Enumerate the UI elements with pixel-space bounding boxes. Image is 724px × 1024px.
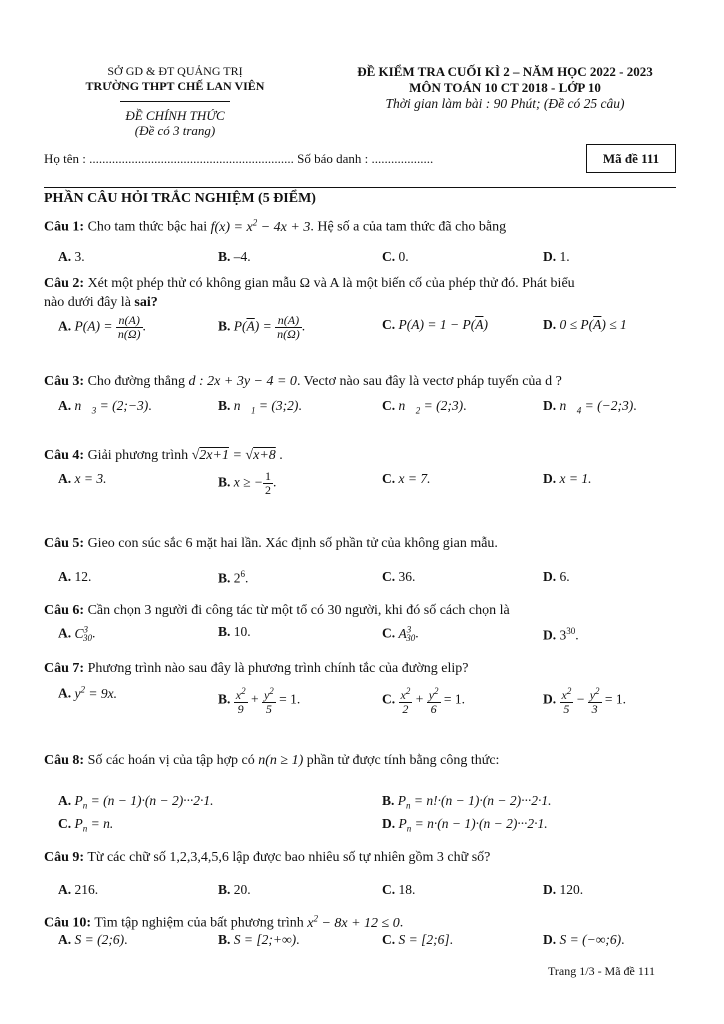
option-a[interactable]: A. $C^3_{30}$. [58,624,96,644]
question-9 [44,848,490,867]
question-label: Câu 8: [44,753,85,768]
option-b[interactable]: B. S = [2;+∞). [218,932,300,947]
option-d[interactable]: D. $n⃗_4$ = (−2;3). [543,398,637,416]
exam-title: ĐỀ KIỂM TRA CUỐI KÌ 2 – NĂM HỌC 2022 - 2023 [357,64,653,79]
question-text: Xét một phép thử có không gian mẫu Ω và A là một biến cố của phép thử đó. Phát biểu [87,276,575,291]
option-d[interactable]: D. 6. [543,569,570,584]
option-d[interactable]: D. 1. [543,249,570,264]
option-d[interactable]: D. $P_n = n\cdot(n - 1)\cdot(n - 2)\cdot\cdot\cdot 2\cdot 1$. [382,816,548,834]
question-text: Gieo con súc sắc 6 mặt hai lần. Xác định số phần tử của không gian mẫu. [87,536,498,551]
question-label: Câu 7: [44,661,85,676]
option-b[interactable]: B. 10. [218,624,251,639]
option-d[interactable]: D. x = 1. [543,471,592,486]
option-b[interactable]: B. $P_n = n!\cdot(n - 1)\cdot(n - 2)\cdot\cdot\cdot 2\cdot 1$. [382,793,552,811]
option-b[interactable]: B. $2^6$. [218,569,249,586]
option-c[interactable]: C. x = 7. [382,471,431,486]
option-c[interactable]: C. $n⃗_2$ = (2;3). [382,398,467,416]
page-count: (Đề có 3 trang) [134,123,216,138]
question-label: Câu 5: [44,536,85,551]
question-text: Cần chọn 3 người đi công tác từ một tổ có 30 người, khi đó số cách chọn là [87,603,510,618]
option-c[interactable]: C. 0. [382,249,409,264]
option-b[interactable]: B. $P(\overline{A})$ = $\frac{n(A)}{n(\Omega)}$ . [218,313,306,341]
question-10: Câu 10: Tìm tập nghiệm của bất phương trình $x^2 - 8x + 12 \le 0$. [44,913,404,931]
option-d[interactable]: D. S = (−∞;6). [543,932,625,947]
school-header [40,64,310,138]
option-d[interactable]: D. $\frac{x^2}{5}$ − $\frac{y^2}{3}$ = 1. [543,686,627,716]
question-label: Câu 9: [44,850,85,865]
option-b[interactable]: B. x ≥ − $\frac{1}{2}$ . [218,469,277,497]
official-label: ĐỀ CHÍNH THỨC [125,108,225,123]
question-label: Câu 3: [44,374,85,389]
question-2 [44,274,575,293]
option-b[interactable]: B. –4. [218,249,251,264]
emphasis-text: sai? [134,295,158,310]
exam-code-box: Mã đề 111 [586,144,676,173]
question-5 [44,534,498,553]
question-text: . Vectơ nào sau đây là vectơ pháp tuyến của d ? [296,374,562,389]
question-3 [44,372,562,391]
student-info-line: Họ tên : ............................................................... Số báo danh : ................... [44,151,434,166]
option-d[interactable]: D. $3^{30}$. [543,626,579,643]
question-text: Số các hoán vị của tập hợp có [87,753,255,768]
option-c[interactable]: C. S = [2;6]. [382,932,453,947]
page-footer: Trang 1/3 - Mã đề 111 [548,964,655,978]
school-name: TRƯỜNG THPT CHẾ LAN VIÊN [85,79,265,93]
question-text: Giải phương trình [87,448,189,463]
option-b[interactable]: B. $\frac{x^2}{9}$ + $\frac{y^2}{5}$ = 1. [218,686,301,716]
exam-time: Thời gian làm bài : 90 Phút; (Đề có 25 câu) [385,96,625,111]
option-b[interactable]: B. $n⃗_1$ = (3;2). [218,398,302,416]
header-rule [44,187,676,188]
question-text: . Hệ số a của tam thức đã cho bằng [310,219,507,235]
option-a[interactable]: A. S = (2;6). [58,932,128,947]
math-expression: √2x+1 = √x+8 [191,448,276,463]
math-expression: $f(x) = x^2 - 4x + 3$ [210,217,311,235]
option-a[interactable]: A. 216. [58,882,99,897]
option-d[interactable]: D. 120. [543,882,584,897]
question-label: Câu 10: [44,915,92,931]
question-6 [44,601,510,620]
question-2-line2 [44,293,158,312]
section-title: PHẦN CÂU HỎI TRẮC NGHIỆM (5 ĐIỂM) [44,191,316,206]
option-a[interactable]: A. x = 3. [58,471,107,486]
question-text: Tìm tập nghiệm của bất phương trình [94,915,304,931]
question-text: Phương trình nào sau đây là phương trình chính tắc của đường elip? [87,661,469,676]
option-a[interactable]: A. 3. [58,249,85,264]
question-text: nào dưới đây là [44,295,131,310]
question-text: Từ các chữ số 1,2,3,4,5,6 lập được bao nhiêu số tự nhiên gồm 3 chữ số? [87,850,491,865]
option-a[interactable]: A. $n⃗_3$ = (2;−3). [58,398,152,416]
math-expression: d : 2x + 3y − 4 = 0 [188,374,297,389]
option-a[interactable]: A. 12. [58,569,92,584]
option-c[interactable]: C. $P(A) = 1 - P(\overline{A})$ [382,317,488,332]
option-d[interactable]: D. $0 \le P(\overline{A}) \le 1$ [543,317,627,332]
question-label: Câu 1: [44,219,85,235]
question-text: phần tử được tính bằng công thức: [306,753,500,768]
option-a[interactable]: A. $P_n = (n - 1)\cdot(n - 2)\cdot\cdot\cdot 2\cdot 1$. [58,793,214,811]
question-text: Cho đường thẳng [87,374,185,389]
option-c[interactable]: C. $A^3_{30}$. [382,624,419,644]
question-text: Cho tam thức bậc hai [87,219,208,235]
header-divider [120,101,230,102]
question-label: Câu 6: [44,603,85,618]
option-c[interactable]: C. $P_n = n$. [58,816,114,834]
question-4: Câu 4: Giải phương trình √2x+1 = √x+8 . [44,448,283,463]
math-expression: $x^2 - 8x + 12 \le 0$ [307,913,400,931]
math-expression: n(n ≥ 1) [258,753,304,768]
question-1 [44,213,506,237]
question-8 [44,751,499,770]
option-b[interactable]: B. 20. [218,882,251,897]
question-label: Câu 4: [44,448,85,463]
option-c[interactable]: C. $\frac{x^2}{2}$ + $\frac{y^2}{6}$ = 1. [382,686,466,716]
option-c[interactable]: C. 18. [382,882,416,897]
option-a[interactable]: A. $y^2 = 9x$. [58,684,117,701]
option-a[interactable]: A. P(A) = $\frac{n(A)}{n(\Omega)}$ . [58,313,146,341]
option-c[interactable]: C. 36. [382,569,416,584]
exam-subject: MÔN TOÁN 10 CT 2018 - LỚP 10 [409,80,601,95]
question-label: Câu 2: [44,276,85,291]
department-name: SỞ GD & ĐT QUẢNG TRỊ [107,64,243,78]
exam-header [305,64,705,112]
question-7 [44,659,468,678]
